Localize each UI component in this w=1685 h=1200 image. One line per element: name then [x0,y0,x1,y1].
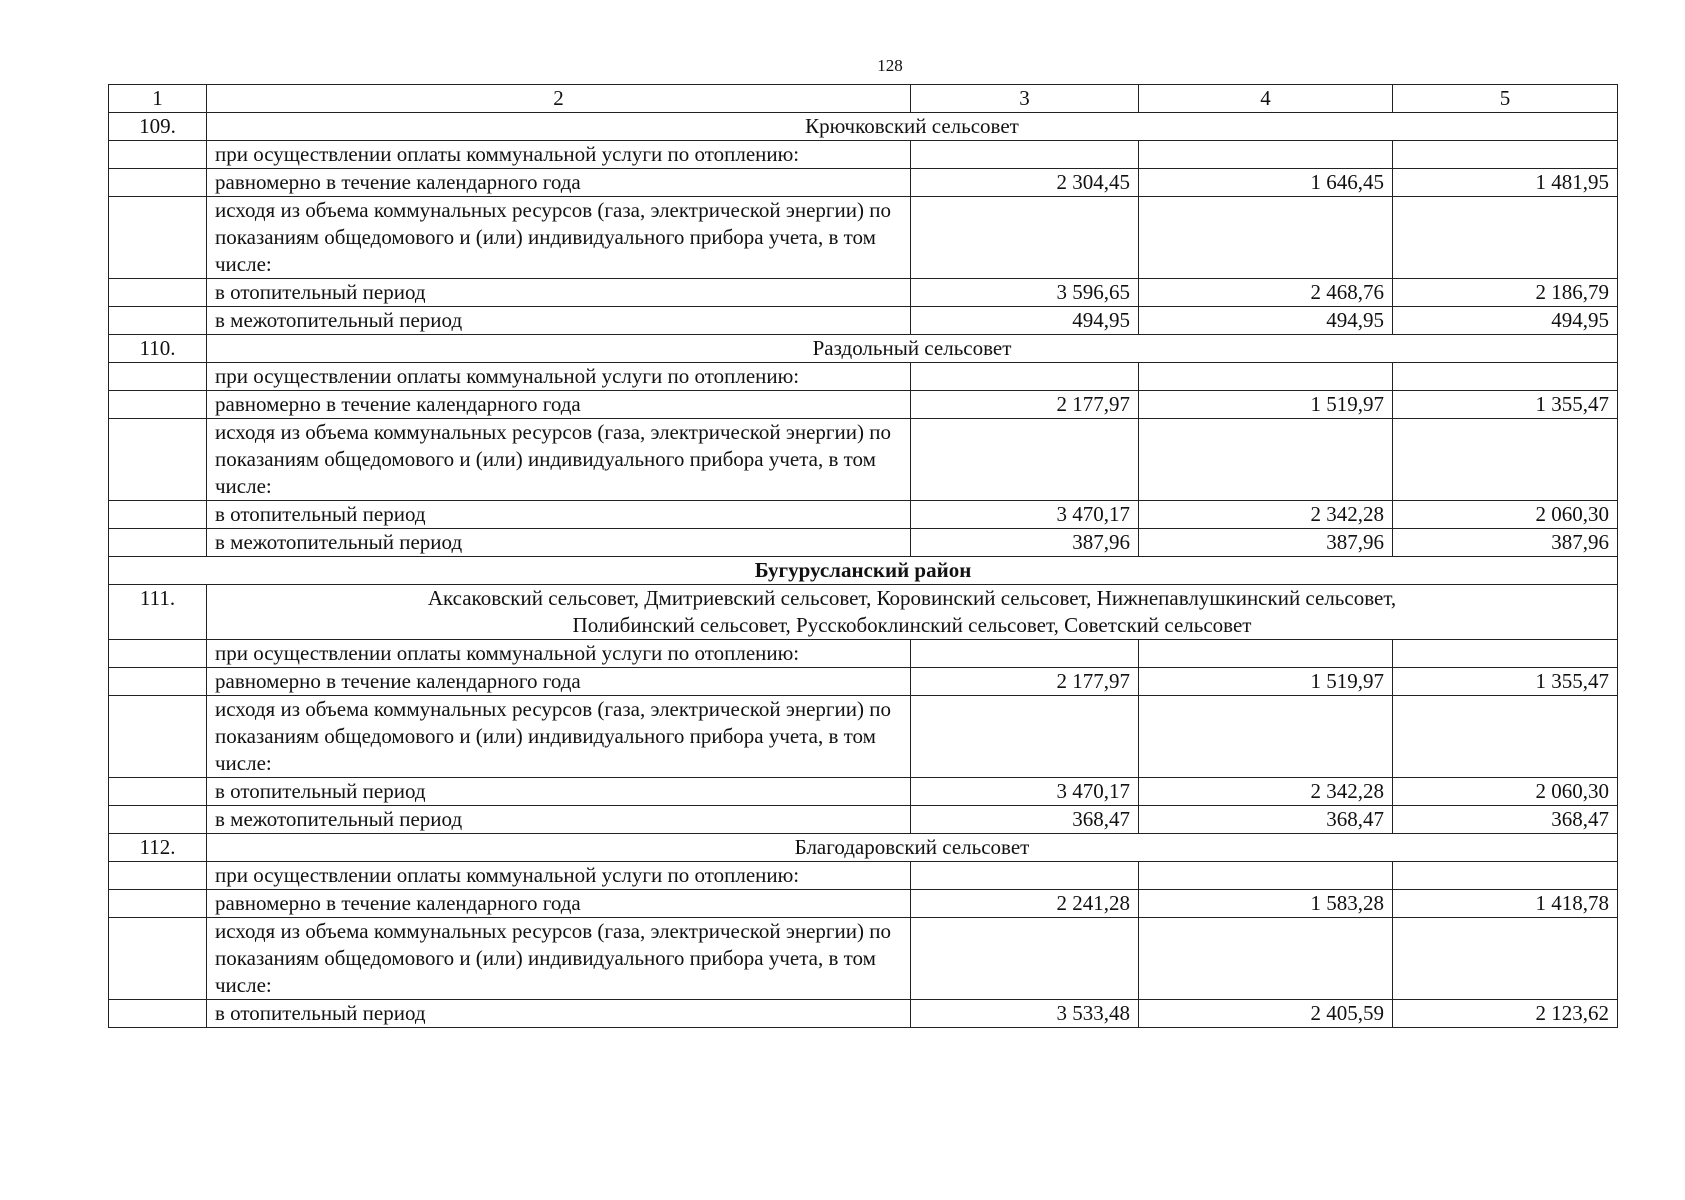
value-col-4: 368,47 [1139,806,1393,834]
section-title: Крючковский сельсовет [207,113,1618,141]
value-col-4: 2 342,28 [1139,778,1393,806]
value-empty [911,197,1139,279]
value-col-3: 494,95 [911,307,1139,335]
section-title [207,585,1618,640]
subheader-row [109,918,1618,1000]
section-row [109,113,1618,141]
section-row [109,585,1618,640]
value-empty [911,862,1139,890]
header-col-4: 4 [1139,85,1393,113]
tariff-table-body [109,85,1618,1028]
row-number-empty [109,806,207,834]
table-row [109,279,1618,307]
row-number-empty [109,363,207,391]
value-empty [1139,197,1393,279]
value-empty [1393,197,1618,279]
value-col-5: 1 481,95 [1393,169,1618,197]
value-empty [911,640,1139,668]
row-label: в межотопительный период [207,307,911,335]
row-number-empty [109,391,207,419]
value-col-3: 2 241,28 [911,890,1139,918]
value-empty [1139,862,1393,890]
row-label: исходя из объема коммунальных ресурсов (газа, электрической энергии) по показаниям общедомового и (или) индивидуального прибора учета, в том числе: [207,918,911,1000]
value-col-4: 2 342,28 [1139,501,1393,529]
section-row [109,335,1618,363]
row-number-empty [109,169,207,197]
subheader-row [109,197,1618,279]
section-title: Благодаровский сельсовет [207,834,1618,862]
row-number-empty [109,197,207,279]
row-label: при осуществлении оплаты коммунальной услуги по отоплению: [207,862,911,890]
table-row [109,778,1618,806]
row-number-empty [109,890,207,918]
section-title: Раздольный сельсовет [207,335,1618,363]
value-col-5: 2 186,79 [1393,279,1618,307]
value-col-4: 2 405,59 [1139,1000,1393,1028]
row-number-empty [109,696,207,778]
value-col-5: 1 355,47 [1393,391,1618,419]
value-empty [1139,696,1393,778]
value-empty [1139,640,1393,668]
header-col-3: 3 [911,85,1139,113]
tariff-table [108,84,1618,1028]
row-number-empty [109,501,207,529]
district-title: Бугурусланский район [109,557,1618,585]
row-label: равномерно в течение календарного года [207,391,911,419]
value-col-3: 3 596,65 [911,279,1139,307]
value-col-5: 2 060,30 [1393,778,1618,806]
value-empty [1139,918,1393,1000]
table-row [109,1000,1618,1028]
row-number: 111. [109,585,207,640]
table-row [109,806,1618,834]
section-title-line: Полибинский сельсовет, Русскобоклинский сельсовет, Советский сельсовет [572,613,1252,637]
value-empty [911,141,1139,169]
value-empty [911,419,1139,501]
value-col-4: 2 468,76 [1139,279,1393,307]
page-number: 128 [877,56,903,75]
value-col-5: 1 355,47 [1393,668,1618,696]
row-label: исходя из объема коммунальных ресурсов (газа, электрической энергии) по показаниям общедомового и (или) индивидуального прибора учета, в том числе: [207,197,911,279]
value-col-5: 2 123,62 [1393,1000,1618,1028]
subheader-row [109,419,1618,501]
value-empty [1139,419,1393,501]
value-col-5: 1 418,78 [1393,890,1618,918]
row-number-empty [109,1000,207,1028]
section-title-line: Аксаковский сельсовет, Дмитриевский сельсовет, Коровинский сельсовет, Нижнепавлушкинский сельсовет, [427,586,1397,610]
value-empty [1393,141,1618,169]
row-label: при осуществлении оплаты коммунальной услуги по отоплению: [207,141,911,169]
value-col-5: 368,47 [1393,806,1618,834]
row-label: исходя из объема коммунальных ресурсов (газа, электрической энергии) по показаниям общедомового и (или) индивидуального прибора учета, в том числе: [207,696,911,778]
value-col-4: 1 583,28 [1139,890,1393,918]
row-number-empty [109,778,207,806]
value-empty [911,363,1139,391]
value-col-3: 3 470,17 [911,778,1139,806]
value-col-3: 2 177,97 [911,668,1139,696]
value-col-4: 1 519,97 [1139,391,1393,419]
row-number-empty [109,640,207,668]
row-label: равномерно в течение календарного года [207,890,911,918]
subheader-row [109,363,1618,391]
table-row [109,501,1618,529]
value-empty [911,918,1139,1000]
row-number-empty [109,862,207,890]
value-col-3: 2 304,45 [911,169,1139,197]
subheader-row [109,696,1618,778]
row-number: 110. [109,335,207,363]
row-label: при осуществлении оплаты коммунальной услуги по отоплению: [207,640,911,668]
row-number-empty [109,279,207,307]
value-col-3: 2 177,97 [911,391,1139,419]
value-col-3: 3 533,48 [911,1000,1139,1028]
row-label: в отопительный период [207,1000,911,1028]
table-row [109,169,1618,197]
table-row [109,307,1618,335]
row-label: равномерно в течение календарного года [207,169,911,197]
value-col-4: 494,95 [1139,307,1393,335]
row-label: в отопительный период [207,501,911,529]
value-col-3: 3 470,17 [911,501,1139,529]
row-number-empty [109,529,207,557]
row-label: в межотопительный период [207,806,911,834]
subheader-row [109,862,1618,890]
table-row [109,668,1618,696]
row-number-empty [109,918,207,1000]
table-row [109,391,1618,419]
value-col-5: 2 060,30 [1393,501,1618,529]
row-number-empty [109,419,207,501]
header-col-5: 5 [1393,85,1618,113]
value-empty [1393,862,1618,890]
value-empty [1393,363,1618,391]
section-row [109,834,1618,862]
value-empty [911,696,1139,778]
subheader-row [109,141,1618,169]
row-label: в отопительный период [207,279,911,307]
table-row [109,890,1618,918]
row-label: в межотопительный период [207,529,911,557]
value-col-5: 387,96 [1393,529,1618,557]
value-empty [1393,918,1618,1000]
subheader-row [109,640,1618,668]
value-col-3: 387,96 [911,529,1139,557]
table-header-row [109,85,1618,113]
row-number: 109. [109,113,207,141]
row-label: в отопительный период [207,778,911,806]
value-empty [1139,363,1393,391]
header-col-2: 2 [207,85,911,113]
row-number-empty [109,141,207,169]
value-col-4: 1 519,97 [1139,668,1393,696]
value-empty [1393,640,1618,668]
row-label: при осуществлении оплаты коммунальной услуги по отоплению: [207,363,911,391]
value-col-4: 387,96 [1139,529,1393,557]
value-empty [1139,141,1393,169]
row-label: равномерно в течение календарного года [207,668,911,696]
row-number-empty [109,668,207,696]
table-row [109,529,1618,557]
value-empty [1393,419,1618,501]
value-col-3: 368,47 [911,806,1139,834]
value-col-5: 494,95 [1393,307,1618,335]
row-label: исходя из объема коммунальных ресурсов (газа, электрической энергии) по показаниям общедомового и (или) индивидуального прибора учета, в том числе: [207,419,911,501]
header-col-1: 1 [109,85,207,113]
row-number-empty [109,307,207,335]
district-row [109,557,1618,585]
value-empty [1393,696,1618,778]
row-number: 112. [109,834,207,862]
value-col-4: 1 646,45 [1139,169,1393,197]
